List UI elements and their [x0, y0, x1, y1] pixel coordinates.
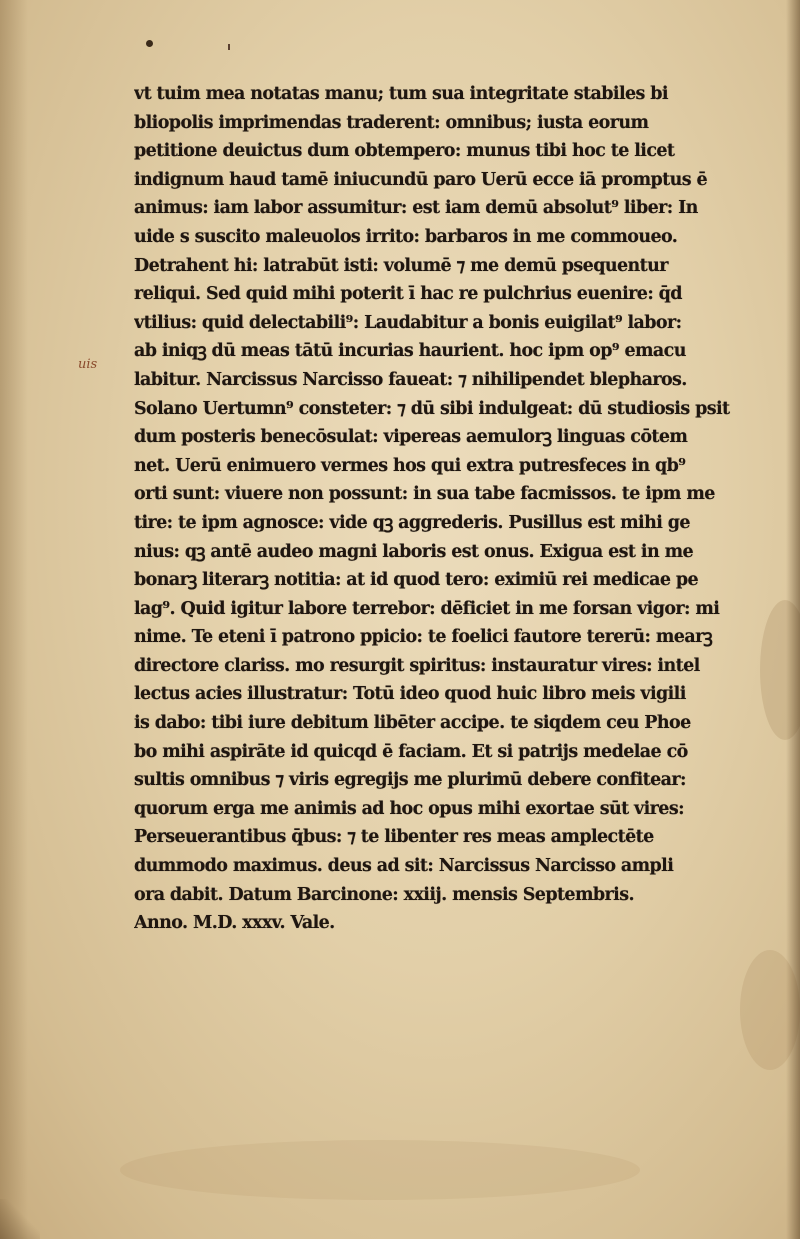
paper-stain [120, 1140, 640, 1200]
text-line: ab iniqꝫ dū meas tātū incurias haurient. hoc ipm op⁹ emacu [134, 341, 686, 362]
text-line: animus: iam labor assumitur: est iam demū absolut⁹ liber: In [134, 198, 698, 219]
text-line: uide s suscito maleuolos irrito: barbaros in me commoueo. [134, 226, 678, 247]
text-line: labitur. Narcissus Narcisso faueat: ⁊ nihilipendet blepharos. [134, 369, 687, 390]
text-line: lag⁹. Quid igitur labore terrebor: dēficiet in me forsan vigor: mi [134, 598, 720, 619]
text-line: bliopolis imprimendas traderent: omnibus; iusta eorum [134, 112, 649, 133]
text-line: reliqui. Sed quid mihi poterit ī hac re pulchrius euenire: q̄d [134, 284, 682, 305]
text-line: nius: qꝫ antē audeo magni laboris est onus. Exigua est in me [134, 541, 694, 562]
text-block [134, 80, 770, 938]
text-line: vtilius: quid delectabili⁹: Laudabitur a bonis euigilat⁹ labor: [134, 312, 682, 333]
text-line: vt tuim mea notatas manu; tum sua integritate stabiles bi [134, 84, 668, 104]
text-line: directore clariss. mo resurgit spiritus: instauratur vires: intel [134, 655, 700, 676]
text-line: is dabo: tibi iure debitum libēter accipe. te siqdem ceu Phoe [134, 713, 691, 734]
text-line: lectus acies illustratur: Totū ideo quod huic libro meis vigili [134, 684, 686, 705]
ink-mark [228, 44, 230, 50]
text-line: Detrahent hi: latrabūt isti: volumē ⁊ me demū psequentur [134, 255, 668, 276]
margin-note: uis [78, 357, 98, 372]
text-line: ora dabit. Datum Barcinone: xxiij. mensis Septembris. [134, 884, 634, 905]
text-line: quorum erga me animis ad hoc opus mihi exortae sūt vires: [134, 798, 684, 819]
text-line: bo mihi aspirāte id quicqd ē faciam. Et si patrijs medelae cō [134, 741, 688, 762]
text-line: bonarꝫ literarꝫ notitia: at id quod tero: eximiū rei medicae pe [134, 570, 699, 591]
text-line: dum posteris benecōsulat: vipereas aemulorꝫ linguas cōtem [134, 427, 688, 448]
text-line: tire: te ipm agnosce: vide qꝫ aggrederis. Pusillus est mihi ge [134, 512, 690, 533]
text-line: orti sunt: viuere non possunt: in sua tabe facmissos. te ipm me [134, 484, 715, 505]
text-line: petitione deuictus dum obtempero: munus tibi hoc te licet [134, 141, 675, 162]
text-line: Perseuerantibus q̄bus: ⁊ te libenter res meas amplectēte [134, 827, 654, 848]
text-line: sultis omnibus ⁊ viris egregijs me plurimū debere confitear: [134, 770, 686, 791]
text-line: dummodo maximus. deus ad sit: Narcissus Narcisso ampli [134, 856, 674, 877]
text-line: Solano Uertumn⁹ consteter: ⁊ dū sibi indulgeat: dū studiosis psit [134, 398, 730, 419]
page-corner-fold [0, 1199, 40, 1239]
ink-dot [146, 40, 153, 47]
text-line: indignum haud tamē iniucundū paro Uerū ecce iā promptus ē [134, 169, 708, 190]
text-line: net. Uerū enimuero vermes hos qui extra putresfeces in qb⁹ [134, 455, 686, 476]
text-line: Anno. M.D. xxxv. Vale. [134, 913, 335, 934]
paper-stain [740, 950, 800, 1070]
text-line: nime. Te eteni ī patrono ppicio: te foelici fautore tererū: mearꝫ [134, 627, 713, 648]
